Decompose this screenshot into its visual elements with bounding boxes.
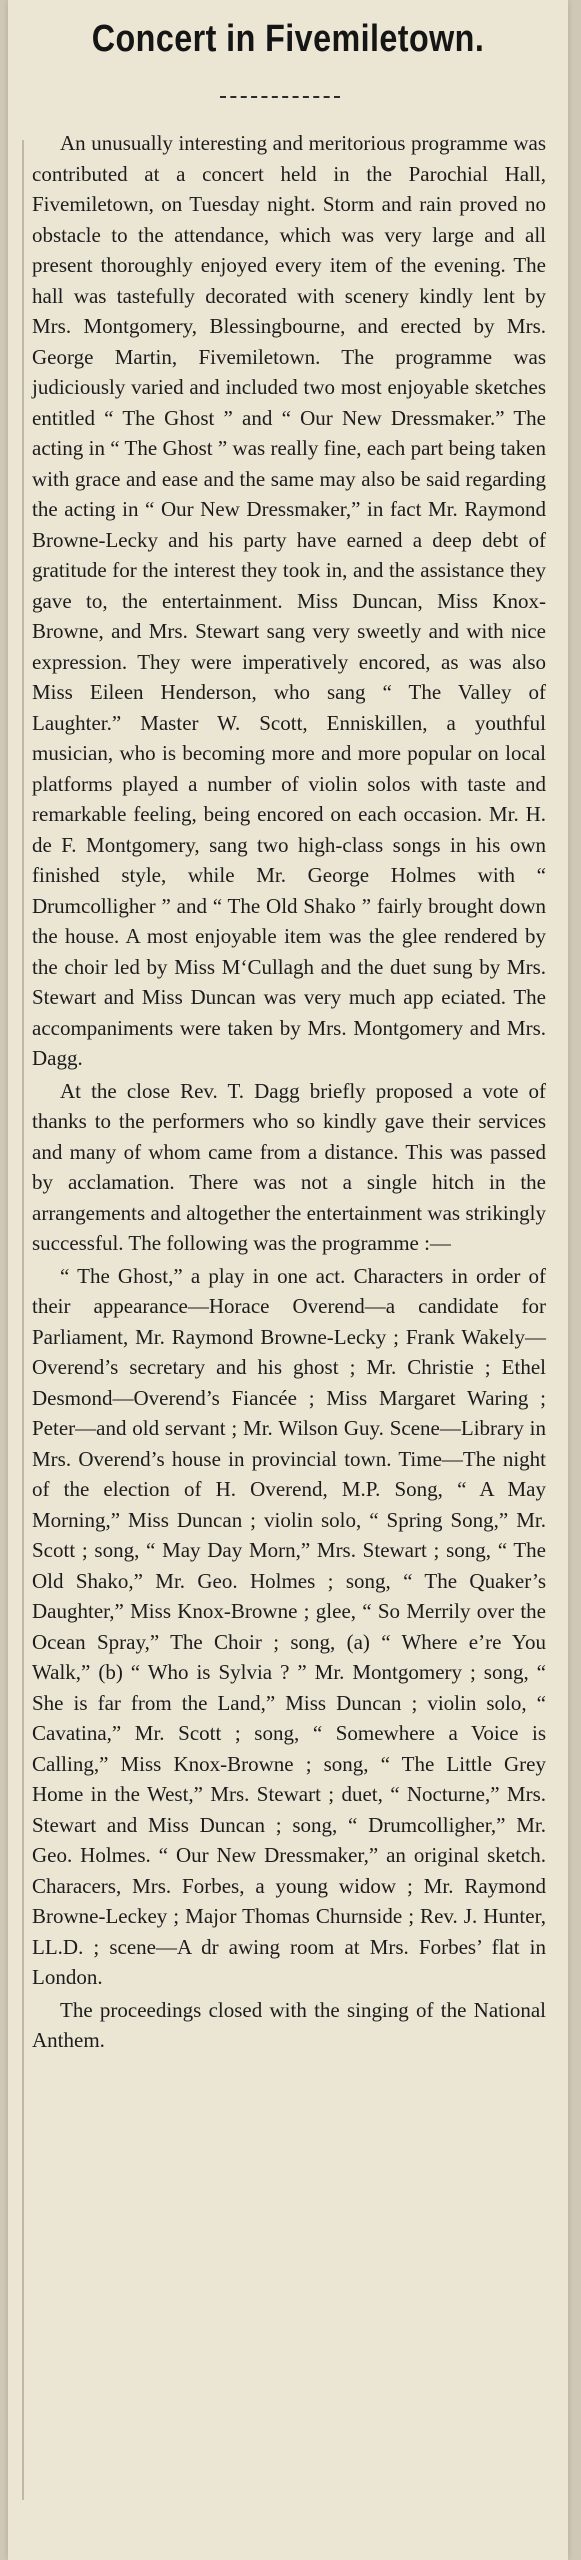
column-rule [22, 140, 24, 2500]
newspaper-clipping [8, 0, 568, 2560]
paragraph-programme: “ The Ghost,” a play in one act. Characters in order of their appearance—Horace Overend—a candidate for Parliament, Mr. Raymond Browne-Lecky ; Frank Wakely—Overend’s secretary and his ghost ; Mr. Christie ; Ethel Desmond—Overend’s Fiancée ; Miss Margaret Waring ; Peter—and old servant ; Mr. Wilson Guy. Scene—Library in Mrs. Overend’s house in provincial town. Time—The night of the election of H. Overend, M.P. Song, “ A May Morning,” Miss Duncan ; violin solo, “ Spring Song,” Mr. Scott ; song, “ May Day Morn,” Mrs. Stewart ; song, “ The Old Shako,” Mr. Geo. Holmes ; song, “ The Quaker’s Daughter,” Miss Knox-Browne ; glee, “ So Merrily over the Ocean Spray,” The Choir ; song, (a) “ Where e’re You Walk,” (b) “ Who is Sylvia ? ” Mr. Montgomery ; song, “ She is far from the Land,” Miss Duncan ; violin solo, “ Cavatina,” Mr. Scott ; song, “ Somewhere a Voice is Calling,” Miss Knox-Browne ; song, “ The Little Grey Home in the West,” Mrs. Stewart ; duet, “ Nocturne,” Mrs. Stewart and Miss Duncan ; song, “ Drumcolligher,” Mr. Geo. Holmes. “ Our New Dressmaker,” an original sketch. Characers, Mrs. Forbes, a young widow ; Mr. Raymond Browne-Leckey ; Major Thomas Churnside ; Rev. J. Hunter, LL.D. ; scene—A dr awing room at Mrs. Forbes’ flat in London. [32, 1263, 546, 1989]
article-body [32, 128, 546, 2056]
paragraph-thanks: At the close Rev. T. Dagg briefly proposed a vote of thanks to the performers who so kindly gave their services and many of whom came from a distance. This was passed by acclamation. There was not a single hitch in the arrangements and altogether the entertainment was strikingly successful. The following was the programme :— [32, 1078, 546, 1255]
dashed-divider [220, 96, 340, 98]
paragraph-report: An unusually interesting and meritorious programme was contributed at a concert held in the Parochial Hall, Fivemiletown, on Tuesday night. Storm and rain proved no obstacle to the attendance, which was very large and all present thoroughly enjoyed every item of the evening. The hall was tastefully decorated with scenery kindly lent by Mrs. Montgomery, Blessingbourne, and erected by Mrs. George Martin, Fivemiletown. The programme was judiciously varied and included two most enjoyable sketches entitled “ The Ghost ” and “ Our New Dressmaker.” The acting in “ The Ghost ” was really fine, each part being taken with grace and ease and the same may also be said regarding the acting in “ Our New Dressmaker,” in fact Mr. Raymond Browne-Lecky and his party have earned a deep debt of gratitude for the interest they took in, and the assistance they gave to, the entertainment. Miss Duncan, Miss Knox-Browne, and Mrs. Stewart sang very sweetly and with nice expression. They were imperatively encored, as was also Miss Eileen Henderson, who sang “ The Valley of Laughter.” Master W. Scott, Enniskillen, a youthful musician, who is becoming more and more popular on local platforms played a number of violin solos with taste and remarkable feeling, being encored on each occasion. Mr. H. de F. Montgomery, sang two high-class songs in his own finished style, while Mr. George Holmes with “ Drumcolligher ” and “ The Old Shako ” fairly brought down the house. A most enjoyable item was the glee rendered by the choir led by Miss M‘Cullagh and the duet sung by Mrs. Stewart and Miss Duncan was very much app eciated. The accompaniments were taken by Mrs. Montgomery and Mrs. Dagg. [32, 131, 546, 1070]
headline: Concert in Fivemiletown. [91, 18, 485, 60]
paragraph-closing: The proceedings closed with the singing of the National Anthem. [32, 1997, 546, 2052]
